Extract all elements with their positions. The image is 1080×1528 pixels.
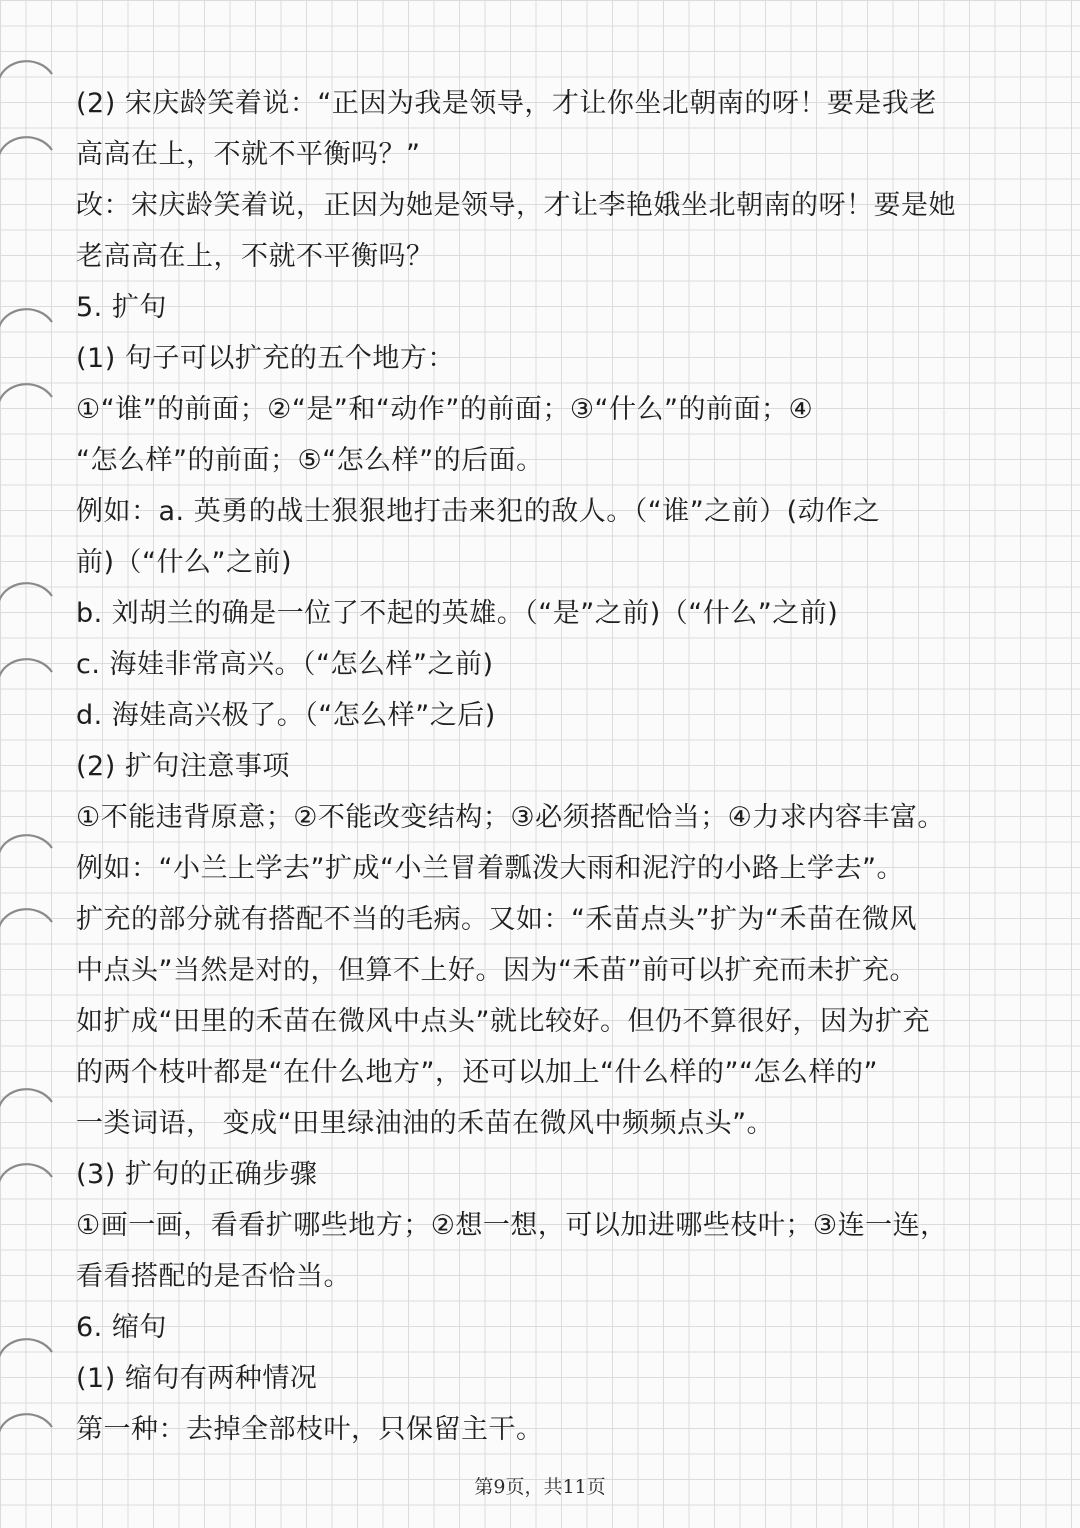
- binding-ring-icon: [0, 650, 56, 684]
- notebook-binding-rings: [0, 0, 70, 1528]
- text-line: 看看搭配的是否恰当。: [76, 1261, 351, 1292]
- text-line: d. 海娃高兴极了。（“怎么样”之后): [76, 700, 496, 731]
- binding-ring-icon: [0, 128, 56, 162]
- binding-ring-icon: [0, 574, 56, 608]
- subsection-heading: (1) 缩句有两种情况: [76, 1363, 318, 1394]
- text-line: 例如：a. 英勇的战士狠狠地打击来犯的敌人。（“谁”之前）(动作之: [76, 496, 881, 527]
- text-line: c. 海娃非常高兴。（“怎么样”之前): [76, 649, 494, 680]
- binding-ring-icon: [0, 1155, 56, 1189]
- text-line: b. 刘胡兰的确是一位了不起的英雄。（“是”之前)（“什么”之前): [76, 598, 839, 629]
- text-line: 老高高在上，不就不平衡吗？: [76, 241, 434, 272]
- text-line: ①“谁”的前面；②“是”和“动作”的前面；③“什么”的前面；④: [76, 394, 814, 425]
- text-line: “怎么样”的前面；⑤“怎么样”的后面。: [76, 445, 544, 476]
- text-line: 前)（“什么”之前): [76, 547, 293, 578]
- text-line: (2) 宋庆龄笑着说：“正因为我是领导，才让你坐北朝南的呀！要是我老: [76, 88, 937, 119]
- page-body: [76, 78, 1016, 1455]
- binding-ring-icon: [0, 900, 56, 934]
- subsection-heading: (3) 扩句的正确步骤: [76, 1159, 318, 1190]
- text-line: 一类词语， 变成“田里绿油油的禾苗在微风中频频点头”。: [76, 1108, 775, 1139]
- binding-ring-icon: [0, 1330, 56, 1364]
- page-number-footer: 第9页，共11页: [474, 1476, 606, 1498]
- binding-ring-icon: [0, 826, 56, 860]
- subsection-heading: (2) 扩句注意事项: [76, 751, 290, 782]
- text-line: 改：宋庆龄笑着说，正因为她是领导，才让李艳娥坐北朝南的呀！要是她: [76, 190, 956, 221]
- text-line: 例如：“小兰上学去”扩成“小兰冒着瓢泼大雨和泥泞的小路上学去”。: [76, 853, 904, 884]
- binding-ring-icon: [0, 1080, 56, 1114]
- section-heading: 5. 扩句: [76, 292, 167, 323]
- text-line: ①画一画，看看扩哪些地方；②想一想，可以加进哪些枝叶；③连一连，: [76, 1210, 948, 1241]
- binding-ring-icon: [0, 375, 56, 409]
- text-line: 的两个枝叶都是“在什么地方”，还可以加上“什么样的”“怎么样的”: [76, 1057, 878, 1088]
- text-line: 中点头”当然是对的，但算不上好。因为“禾苗”前可以扩充而未扩充。: [76, 955, 917, 986]
- subsection-heading: (1) 句子可以扩充的五个地方：: [76, 343, 455, 374]
- text-line: 如扩成“田里的禾苗在微风中点头”就比较好。但仍不算很好，因为扩充: [76, 1006, 930, 1037]
- section-heading: 6. 缩句: [76, 1312, 167, 1343]
- text-line: 扩充的部分就有搭配不当的毛病。又如：“禾苗点头”扩为“禾苗在微风: [76, 904, 917, 935]
- text-line: ①不能违背原意；②不能改变结构；③必须搭配恰当；④力求内容丰富。: [76, 802, 945, 833]
- binding-ring-icon: [0, 300, 56, 334]
- binding-ring-icon: [0, 1405, 56, 1439]
- binding-ring-icon: [0, 52, 56, 86]
- text-line: 第一种：去掉全部枝叶，只保留主干。: [76, 1414, 544, 1445]
- text-line: 高高在上，不就不平衡吗？”: [76, 139, 421, 170]
